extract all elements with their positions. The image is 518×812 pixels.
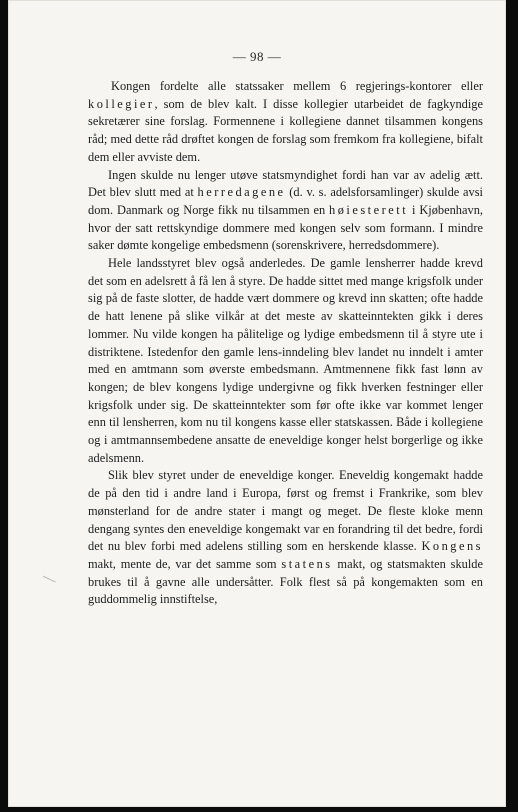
paragraph-1 (88, 78, 483, 167)
pencil-mark (43, 568, 59, 582)
text-run: i Kjøbenhavn, hvor der satt rettskyndige dommere med kongen selv som formann. I mindre saker dømte kongelige embedsmenn (sorenskrivere, herredsdommere). (88, 202, 483, 253)
body-text (88, 78, 483, 609)
text-run: makt, mente de, var det samme som (88, 556, 282, 571)
page-number: — 98 — (232, 49, 282, 64)
paragraph-2 (88, 167, 483, 256)
text-run: Kongen fordelte alle statssaker mellem 6 regjerings-kontorer eller (111, 79, 483, 93)
text-run: makt, og statsmakten skulde brukes til å gavne alle undersåtter. Folk flest så på kongemakten som en guddommelig innstiftelse, (88, 556, 483, 607)
text-run: Slik blev styret under de eneveldige konger. Eneveldig kongemakt hadde de på den tid i andre land i Europa, først og fremst i Frankrike, som blev mønsterland for de andre stater i mangt og meget. De fleste kloke menn dengang syntes den eneveldige kongemakt var en forandring til det bedre, fordi det nu blev forbi med adelens stilling som en herskende klasse. (88, 468, 483, 554)
spaced-term: høiesterett (329, 202, 409, 217)
text-run: , som de blev kalt. I disse kollegier utarbeidet de fagkyndige sekretærer sine forslag. Formennene i kollegiene dannet tilsammen kongens råd; med dette råd drøftet kongen de forslag som fremkom fra kollegiene, bifalt dem eller avviste dem. (88, 96, 483, 164)
spaced-term: kollegier (88, 96, 155, 111)
book-page (8, 0, 506, 807)
spaced-term: herredagene (197, 185, 286, 200)
text-run: Ingen skulde nu lenger utøve statsmyndighet fordi han var av adelig ætt. Det blev slutt med at (88, 167, 483, 200)
text-run: Hele landsstyret blev også anderledes. De gamle lensherrer hadde krevd det som en adelsrett å få len å styre. De hadde sittet med mange krigsfolk under sig på de faste slotter, de hadde vært dommere og krevd inn skatten; ofte hadde de hatt lenene på slike vilkår at det meste av skatteinntekten gikk i deres lommer. Nu vilde kongen ha pålitelige og lydige embedsmenn til å styre ute i distriktene. Istedenfor den gamle lens-inndeling blev landet nu inndelt i amter med en amtmann som øverste embedsmann. Amtmennene fikk fast lønn av kongen; de blev kongens lydige undergivne og fikk hverken festninger eller krigsfolk under sig. De skatteinntekter som før ofte ikke var kommet lenger enn til lensherren, kom nu til kongens kasse eller statskassen. Både i kollegiene og i amtmannsembedene ansatte de eneveldige konger helst borgerlige og ikke adelsmenn. (88, 256, 483, 465)
text-run: (d. v. s. adelsforsamlinger) skulde avsi dom. Danmark og Norge fikk nu tilsammen en (88, 185, 483, 217)
paragraph-4 (88, 467, 483, 609)
paragraph-3 (88, 255, 483, 467)
spaced-term: Kongens (421, 539, 483, 554)
spaced-term: statens (281, 556, 333, 571)
